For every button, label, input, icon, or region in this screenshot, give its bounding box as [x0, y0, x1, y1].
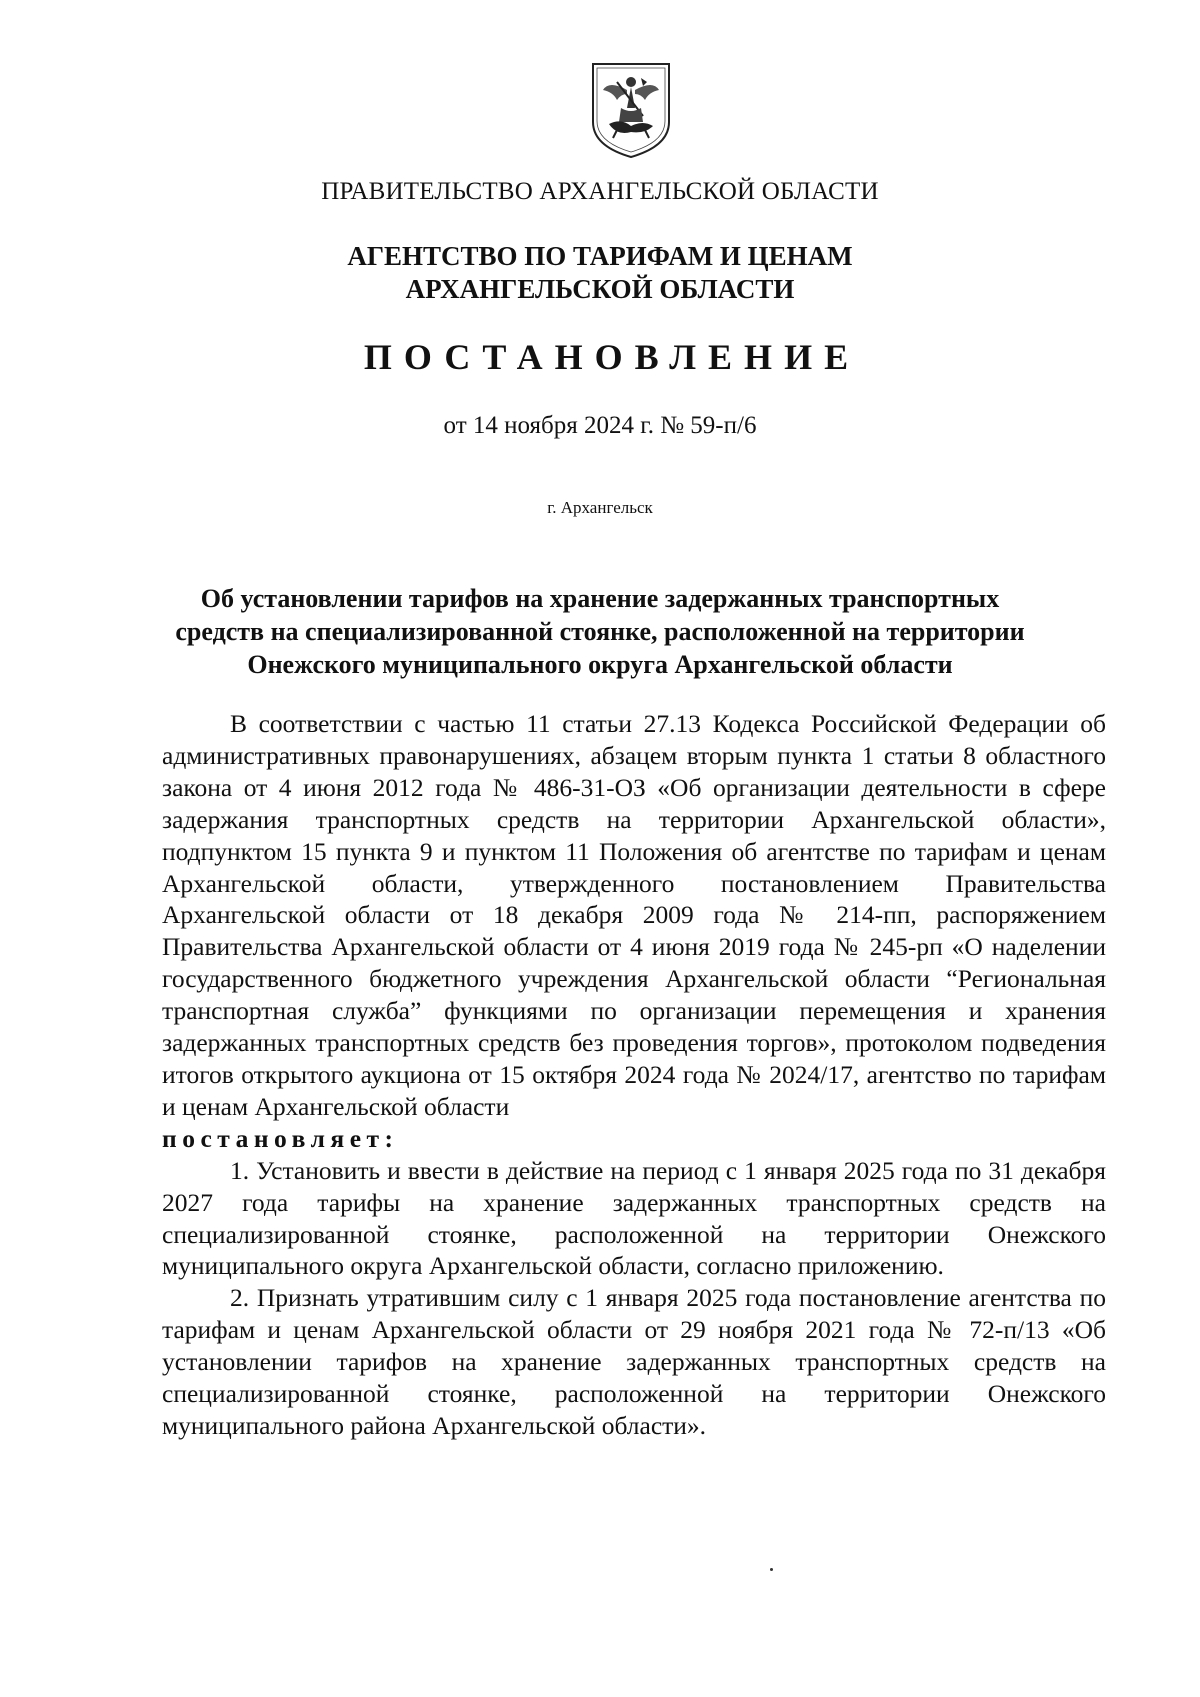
- government-name: ПРАВИТЕЛЬСТВО АРХАНГЕЛЬСКОЙ ОБЛАСТИ: [321, 178, 879, 205]
- document-title-line1: Об установлении тарифов на хранение задержанных транспортных: [200, 584, 1000, 613]
- item-2-paragraph: 2. Признать утратившим силу с 1 января 2025 года постановление агентства по тарифам и ценам Архангельской области от 29 ноября 2021 года № 72-п/13 «Об установлении тарифов на хранение задержанных транспортных средств на специализированной стоянке, расположенной на территории Онежского муниципального района Архангельской области».: [162, 1283, 1106, 1440]
- coat-of-arms-icon: [587, 60, 675, 160]
- decree-word: постановляет:: [162, 1123, 399, 1153]
- item-1-paragraph: 1. Установить и ввести в действие на период с 1 января 2025 года по 31 декабря 2027 года тарифы на хранение задержанных транспортных средств на специализированной стоянке, расположенной на территории Онежского муниципального округа Архангельской области, согласно приложению.: [162, 1155, 1106, 1281]
- scan-speck: [770, 1568, 773, 1571]
- agency-name: [0, 240, 1200, 306]
- document-body: [162, 708, 1106, 1442]
- document-number: от 14 ноября 2024 г. № 59-п/6: [443, 412, 757, 439]
- preamble-paragraph: В соответствии с частью 11 статьи 27.13 Кодекса Российской Федерации об административных правонарушениях, абзацем вторым пункта 1 статьи 8 областного закона от 4 июня 2012 года № 486-31-ОЗ «Об организации деятельности в сфере задержания транспортных средств на территории Архангельской области», подпунктом 15 пункта 9 и пунктом 11 Положения об агентстве по тарифам и ценам Архангельской области, утвержденного постановлением Правительства Архангельской области от 18 декабря 2009 года № 214-пп, распоряжением Правительства Архангельской области от 4 июня 2019 года № 245-рп «О наделении государственного бюджетного учреждения Архангельской области “Региональная транспортная служба” функциями по организации перемещения и хранения задержанных транспортных средств без проведения торгов», протоколом подведения итогов открытого аукциона от 15 октября 2024 года № 2024/17, агентство по тарифам и ценам Архангельской области: [162, 709, 1106, 1121]
- document-city: г. Архангельск: [547, 498, 653, 517]
- document-title: [0, 582, 1200, 681]
- document-title-line2: средств на специализированной стоянке, расположенной на территории: [175, 617, 1025, 646]
- agency-name-line2: АРХАНГЕЛЬСКОЙ ОБЛАСТИ: [405, 274, 795, 304]
- agency-name-line1: АГЕНТСТВО ПО ТАРИФАМ И ЦЕНАМ: [347, 241, 853, 271]
- document-type: ПОСТАНОВЛЕНИЕ: [363, 337, 861, 377]
- document-title-line3: Онежского муниципального округа Архангельской области: [247, 650, 953, 679]
